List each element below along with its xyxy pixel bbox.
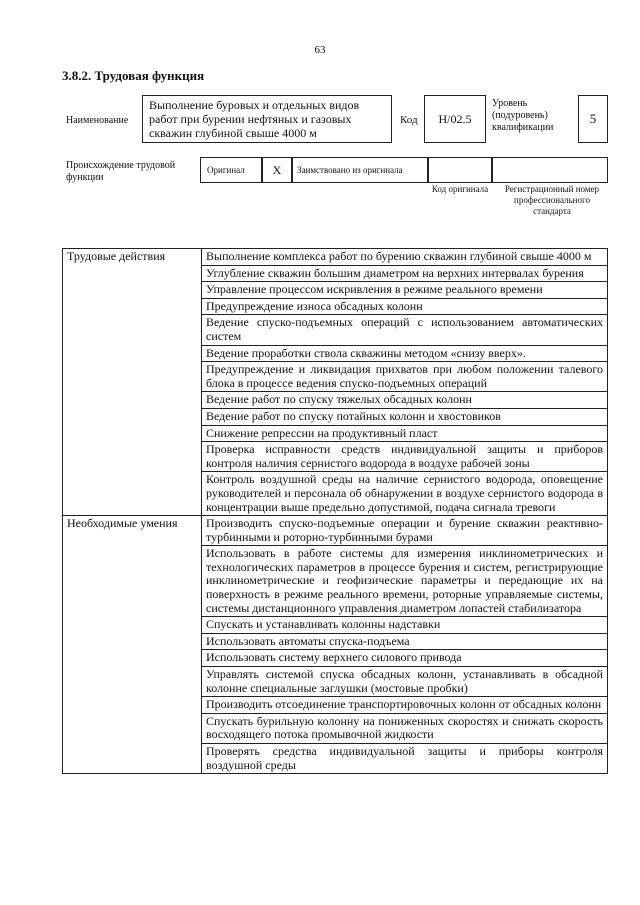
table-cell: Предупреждение и ликвидация прихватов при любом положении талевого блока в процессе ведения спуско-подъемных операций	[202, 362, 608, 392]
original-label-cell	[200, 157, 262, 183]
section-title-cell: Необходимые умения	[63, 516, 202, 774]
table-cell: Спускать бурильную колонну на пониженных скоростях и снижать скорость восходящего потока промывочной жидкости	[202, 713, 608, 743]
table-cell: Управление процессом искривления в режиме реального времени	[202, 282, 608, 299]
code-original-cell	[428, 157, 492, 183]
name-label: Наименование	[66, 115, 129, 126]
section-title-cell: Трудовые действия	[63, 249, 202, 516]
table-cell: Контроль воздушной среды на наличие сернистого водорода, оповещение руководителей и персонала об обнаружении в воздухе сернистого водорода в концентрации выше предельно допустимой, подача сигнала тревоги	[202, 472, 608, 516]
table-cell: Производить отсоединение транспортировочных колонн от обсадных колонн	[202, 697, 608, 714]
origin-label: Происхождение трудовой функции	[66, 160, 176, 183]
table-cell: Снижение репрессии на продуктивный пласт	[202, 425, 608, 442]
original-label: Оригинал	[207, 165, 245, 175]
code-original-caption: Код оригинала	[431, 184, 489, 194]
table-cell: Углубление скважин большим диаметром на верхних интервалах бурения	[202, 265, 608, 282]
code-value-box: Н/02.5	[424, 95, 486, 143]
reg-number-caption: Регистрационный номер профессионального стандарта	[504, 184, 600, 216]
table-cell: Управлять системой спуска обсадных колонн, устанавливать в обсадной колонне специальные заглушки (мостовые пробки)	[202, 667, 608, 697]
function-name-box: Выполнение буровых и отдельных видов работ при бурении нефтяных и газовых скважин глубиной свыше 4000 м	[142, 95, 392, 143]
borrowed-label: Заимствовано из оригинала	[297, 165, 403, 175]
table-cell: Предупреждение износа обсадных колонн	[202, 298, 608, 315]
table-cell: Ведение спуско-подъемных операций с использованием автоматических систем	[202, 315, 608, 345]
origin-row	[200, 157, 608, 183]
original-mark: X	[272, 163, 282, 177]
function-table	[62, 248, 608, 774]
table-cell: Производить спуско-подъемные операции и бурение скважин реактивно-турбинными и роторно-турбинными бурами	[202, 516, 608, 546]
table-row	[63, 249, 608, 266]
table-cell: Ведение работ по спуску потайных колонн и хвостовиков	[202, 408, 608, 425]
section-title: 3.8.2. Трудовая функция	[62, 68, 205, 83]
level-value-box: 5	[578, 95, 608, 143]
table-cell: Спускать и устанавливать колонны надставки	[202, 617, 608, 634]
table-cell: Использовать в работе системы для измерения инклинометрических и технологических параметров в процессе бурения и систем, регистрирующие инклинометрические и геофизические параметры и передающие их на поверхность в режиме реального времени, роторные управляемые системы, системы дистанционного управления диаметром лопастей стабилизатора	[202, 546, 608, 617]
code-label: Код	[400, 114, 418, 126]
table-cell: Ведение проработки ствола скважины методом «снизу вверх».	[202, 345, 608, 362]
table-cell: Проверка исправности средств индивидуальной защиты и приборов контроля наличия сернистого водорода в воздухе рабочей зоны	[202, 442, 608, 472]
table-cell: Использовать автоматы спуска-подъема	[202, 633, 608, 650]
borrowed-cell	[292, 157, 428, 183]
table-cell: Использовать систему верхнего силового привода	[202, 650, 608, 667]
original-mark-cell	[262, 157, 292, 183]
page-number: 63	[314, 44, 326, 56]
table-cell: Ведение работ по спуску тяжелых обсадных колонн	[202, 392, 608, 409]
reg-number-cell	[492, 157, 608, 183]
table-cell: Проверять средства индивидуальной защиты и приборы контроля воздушной среды	[202, 744, 608, 774]
level-label: Уровень (подуровень) квалификации	[492, 98, 554, 133]
table-cell: Выполнение комплекса работ по бурению скважин глубиной свыше 4000 м	[202, 249, 608, 266]
table-row	[63, 516, 608, 546]
